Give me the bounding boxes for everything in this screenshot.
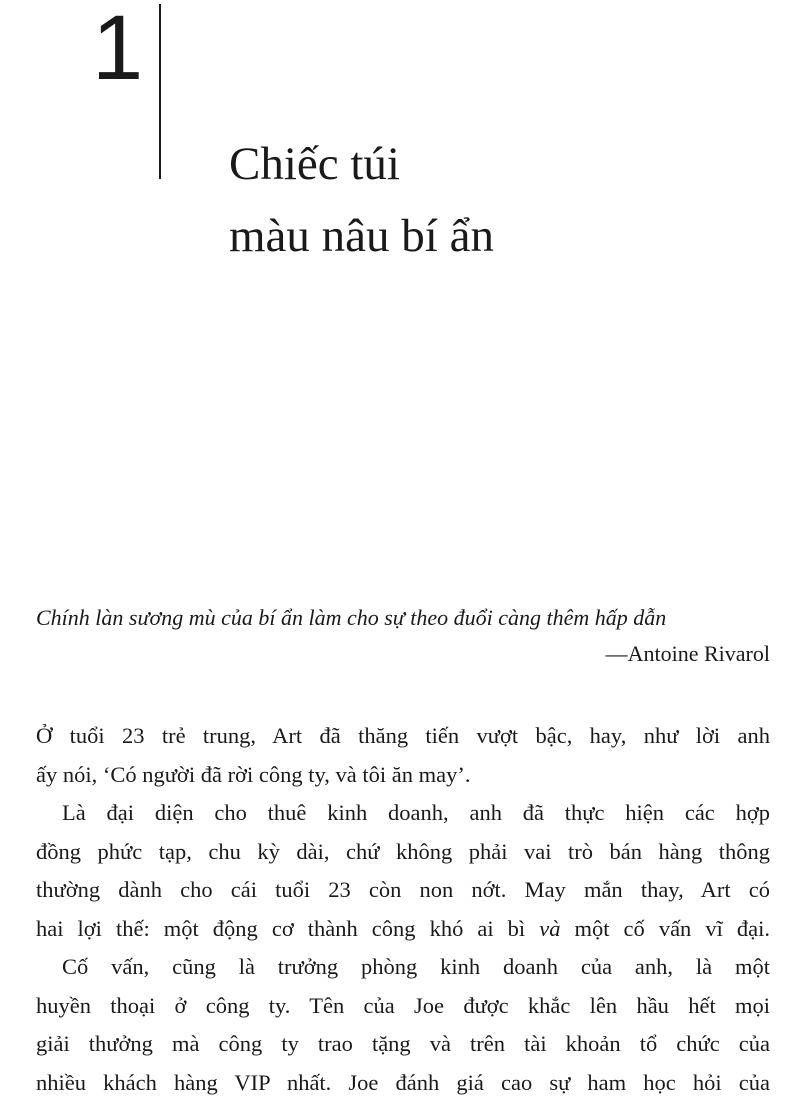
- text-line: ấy nói, ‘Có người đã rời công ty, và tôi ăn may’.: [36, 761, 471, 787]
- chapter-divider: [159, 4, 161, 179]
- text-segment: hai lợi thế: một động cơ thành công khó ai bì: [36, 915, 540, 941]
- paragraph-3: [36, 948, 770, 1102]
- chapter-number: 1: [92, 0, 144, 99]
- epigraph: [36, 600, 770, 672]
- text-line: Là đại diện cho thuê kinh doanh, anh đã thực hiện các hợp: [62, 800, 770, 825]
- paragraph-1: [36, 717, 770, 794]
- text-line: thường dành cho cái tuổi 23 còn non nớt. May mắn thay, Art có: [36, 877, 770, 902]
- text-line: giải thưởng mà công ty trao tặng và trên tài khoản tổ chức của: [36, 1031, 770, 1056]
- chapter-title-line-1: Chiếc túi: [229, 138, 400, 190]
- chapter-title: [229, 128, 494, 272]
- body-text: [36, 717, 770, 1102]
- emphasis: và: [539, 915, 561, 941]
- text-line: Ở tuổi 23 trẻ trung, Art đã thăng tiến vượt bậc, hay, như lời anh: [36, 723, 770, 748]
- epigraph-author: —Antoine Rivarol: [605, 641, 770, 666]
- text-line: nhiều khách hàng VIP nhất. Joe đánh giá cao sự ham học hỏi của: [36, 1069, 770, 1095]
- text-line-with-emphasis: [36, 910, 770, 949]
- chapter-title-line-2: màu nâu bí ẩn: [229, 210, 494, 262]
- epigraph-quote: Chính làn sương mù của bí ẩn làm cho sự theo đuổi càng thêm hấp dẫn: [36, 605, 667, 630]
- text-line: đồng phức tạp, chu kỳ dài, chứ không phải vai trò bán hàng thông: [36, 838, 770, 864]
- text-line: huyền thoại ở công ty. Tên của Joe được khắc lên hầu hết mọi: [36, 992, 770, 1018]
- text-line: Cố vấn, cũng là trưởng phòng kinh doanh của anh, là một: [62, 954, 770, 979]
- paragraph-2: [36, 794, 770, 948]
- text-segment: một cố vấn vĩ đại.: [560, 915, 771, 941]
